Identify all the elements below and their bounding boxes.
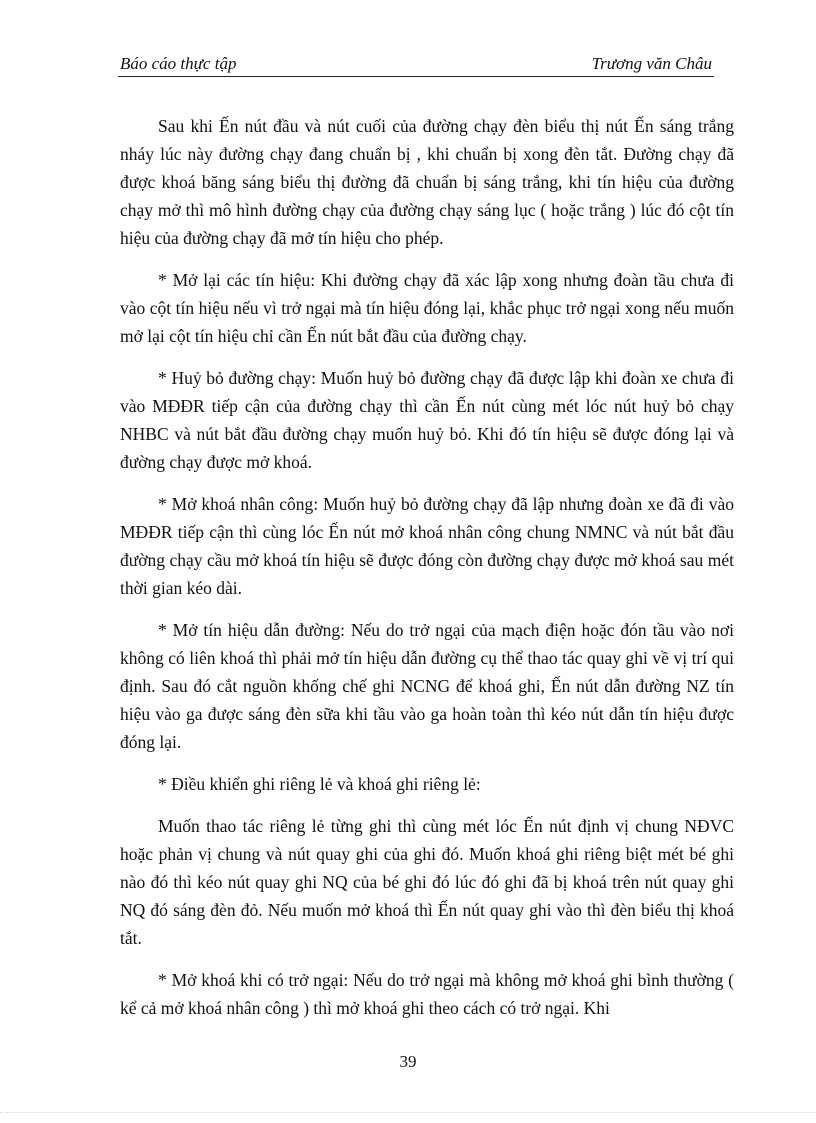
- header-author-name: Trương văn Châu: [591, 54, 712, 73]
- paragraph-individual-switch-heading: * Điều khiển ghi riêng lẻ và khoá ghi riêng lẻ:: [158, 774, 481, 794]
- document-body: [120, 112, 734, 1036]
- paragraph-reopen-signals: * Mở lại các tín hiệu: Khi đường chạy đã xác lập xong nhưng đoàn tầu chưa đi vào cột tín hiệu nếu vì trở ngại mà tín hiệu đóng lại, khắc phục trở ngại xong nếu muốn mở lại cột tín hiệu chỉ cần Ến nút bắt đầu của đường chạy.: [120, 270, 734, 346]
- paragraph-route-setup: Sau khi Ến nút đầu và nút cuối của đường chạy đèn biểu thị nút Ến sáng trắng nháy lúc này đường chạy đang chuẩn bị , khi chuẩn bị xong đèn tắt. Đường chạy đã được khoá băng sáng biểu thị đường đã chuẩn bị sáng trắng, khi tín hiệu của đường chạy mở thì mô hình đường chạy của đường chạy sáng lục ( hoặc trắng ) lúc đó cột tín hiệu của đường chạy đã mở tín hiệu cho phép.: [120, 116, 734, 248]
- page-header: [118, 52, 714, 77]
- paragraph-individual-switch: Muốn thao tác riêng lẻ từng ghi thì cùng mét lóc Ến nút định vị chung NĐVC hoặc phản vị chung và nút quay ghi của ghi đó. Muốn khoá ghi riêng biệt mét bé ghi nào đó thì kéo nút quay ghi NQ của bé ghi đó lúc đó ghi đã bị khoá trên nút quay ghi NQ đó sáng đèn đỏ. Nếu muốn mở khoá thì Ến nút quay ghi vào thì đèn biểu thị khoá tắt.: [120, 816, 734, 948]
- page-bottom-divider: [0, 1112, 816, 1113]
- paragraph-manual-unlock: * Mở khoá nhân công: Muốn huỷ bỏ đường chạy đã lập nhưng đoàn xe đã đi vào MĐĐR tiếp cận thì cùng lóc Ến nút mở khoá nhân công chung NMNC và nút bắt đầu đường chạy cầu mở khoá tín hiệu sẽ được đóng còn đường chạy được mở khoá sau mét thời gian kéo dài.: [120, 494, 734, 598]
- header-report-title: Báo cáo thực tập: [120, 54, 237, 73]
- paragraph-guide-signal: * Mở tín hiệu dẫn đường: Nếu do trở ngại của mạch điện hoặc đón tầu vào nơi không có liên khoá thì phải mở tín hiệu dẫn đường cụ thể thao tác quay ghi về vị trí qui định. Sau đó cắt nguồn khống chế ghi NCNG để khoá ghi, Ến nút dẫn đường NZ tín hiệu vào ga được sáng đèn sữa khi tầu vào ga hoàn toàn thì kéo nút dẫn tín hiệu được đóng lại.: [120, 620, 734, 752]
- paragraph-fault-unlock: * Mở khoá khi có trở ngại: Nếu do trở ngại mà không mở khoá ghi bình thường ( kể cả mở khoá nhân công ) thì mở khoá ghi theo cách có trở ngại. Khi: [120, 970, 734, 1018]
- paragraph-cancel-route: * Huỷ bỏ đường chạy: Muốn huỷ bỏ đường chạy đã được lập khi đoàn xe chưa đi vào MĐĐR tiếp cận của đường chạy thì cần Ến nút cùng mét lóc nút huỷ bỏ chạy NHBC và nút bắt đầu đường chạy muốn huỷ bỏ. Khi đó tín hiệu sẽ được đóng lại và đường chạy được mở khoá.: [120, 368, 734, 472]
- page-number: 39: [399, 1052, 417, 1071]
